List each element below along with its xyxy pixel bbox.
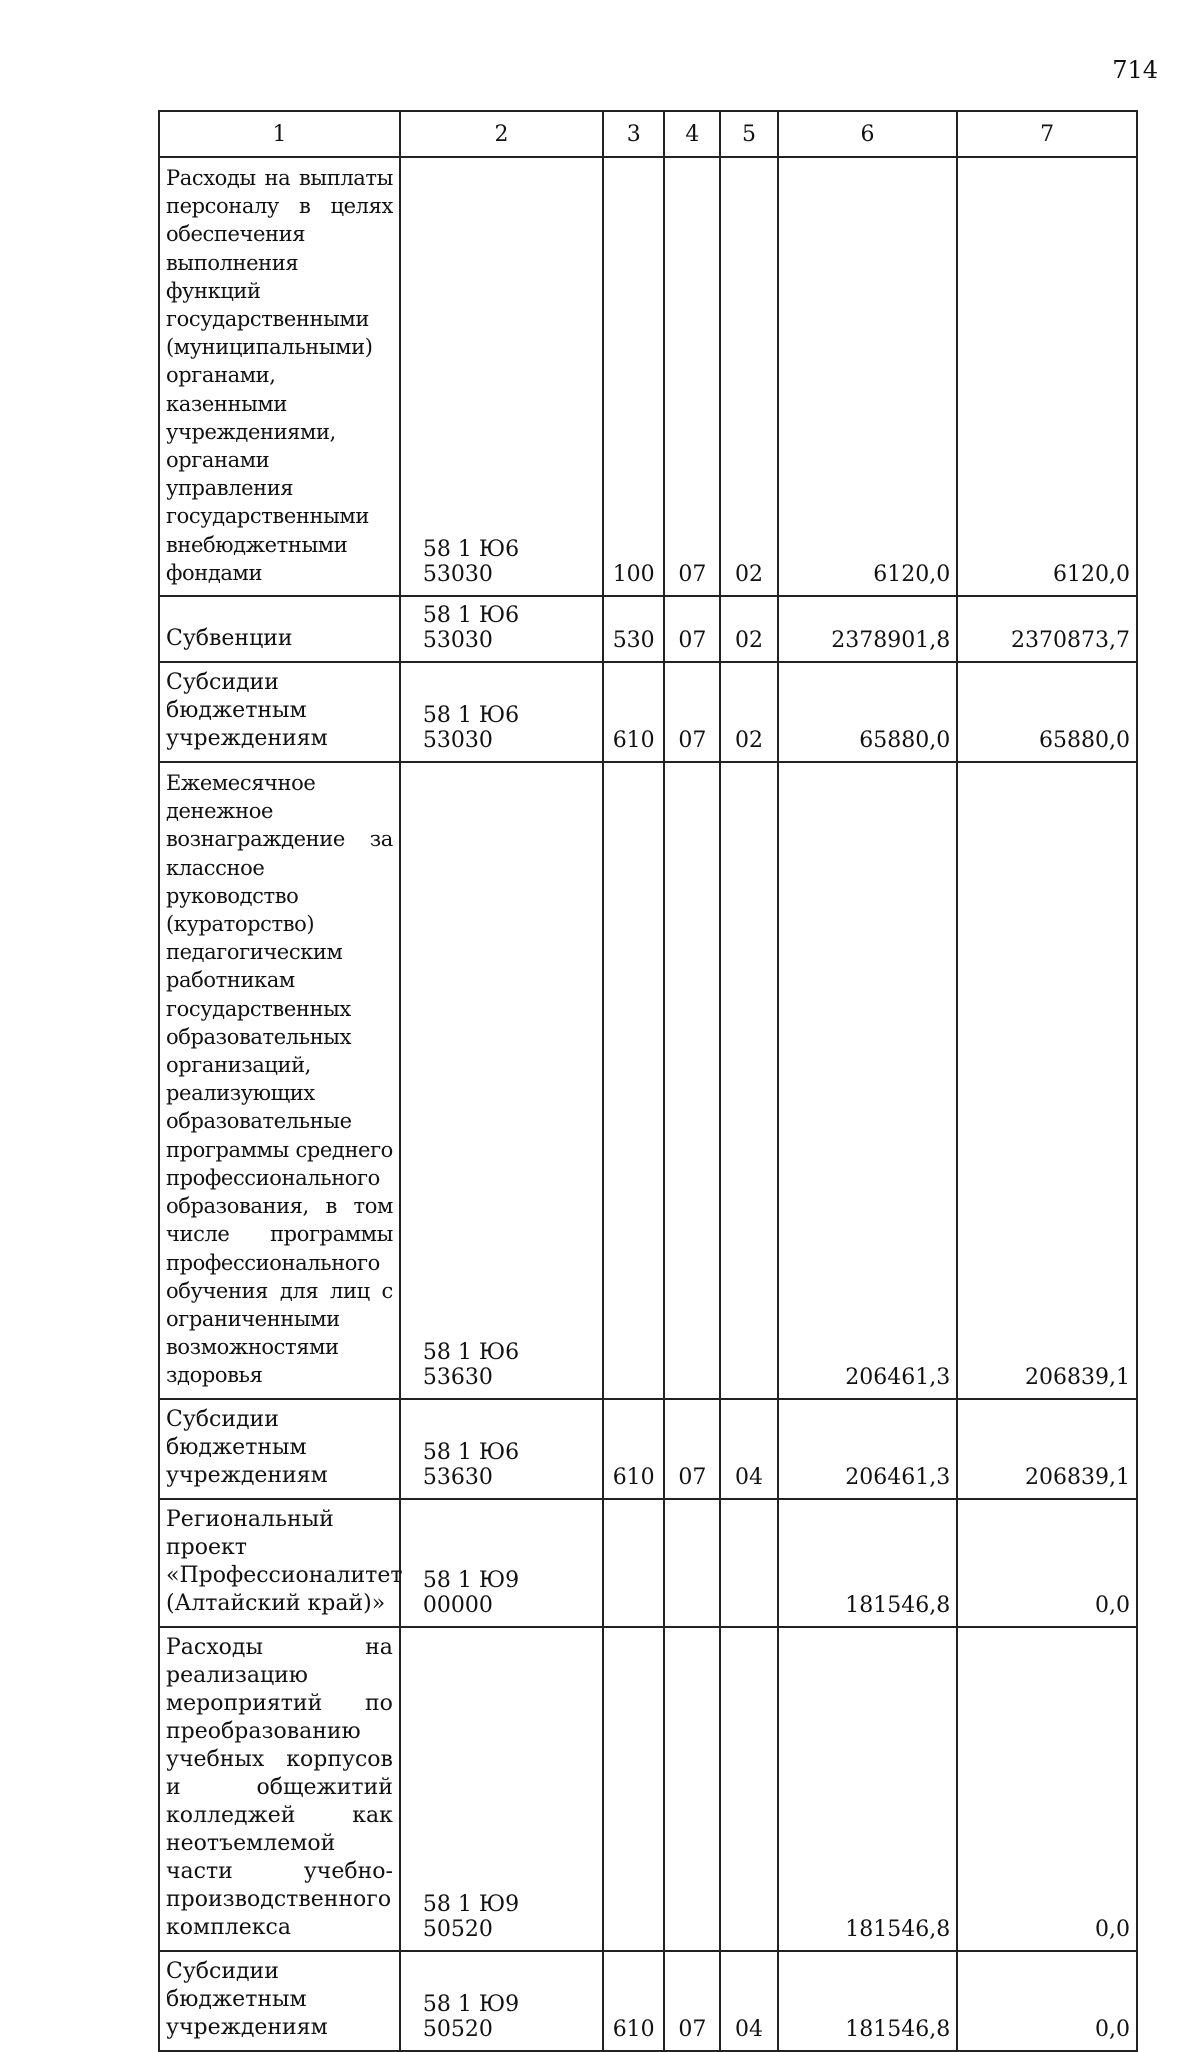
expense-type: [603, 1627, 664, 1951]
expense-name: Субсидии бюджетным учреждениям: [159, 662, 400, 762]
section: [664, 1627, 720, 1951]
table-row: [159, 596, 1137, 662]
table-row: [159, 1399, 1137, 1499]
expense-name: Региональный проект «Профессионалитет (Алтайский край)»: [159, 1499, 400, 1627]
section: 07: [664, 157, 720, 596]
subsection: [720, 1627, 777, 1951]
table-row: [159, 762, 1137, 1398]
amount-col7: 65880,0: [957, 662, 1137, 762]
column-header: 5: [720, 111, 777, 157]
table-row: [159, 157, 1137, 596]
target-code: 58 1 Ю6 53030: [400, 157, 603, 596]
header-row: [159, 111, 1137, 157]
table-row: [159, 1951, 1137, 2051]
section: 07: [664, 596, 720, 662]
table-row: [159, 662, 1137, 762]
subsection: 04: [720, 1399, 777, 1499]
expense-type: 610: [603, 1951, 664, 2051]
section: 07: [664, 1399, 720, 1499]
target-code: 58 1 Ю6 53630: [400, 762, 603, 1398]
column-header: 7: [957, 111, 1137, 157]
amount-col6: 2378901,8: [778, 596, 958, 662]
section: 07: [664, 662, 720, 762]
amount-col7: 0,0: [957, 1499, 1137, 1627]
column-header: 4: [664, 111, 720, 157]
target-code: 58 1 Ю6 53030: [400, 662, 603, 762]
amount-col7: 0,0: [957, 1627, 1137, 1951]
target-code: 58 1 Ю9 50520: [400, 1627, 603, 1951]
amount-col6: 181546,8: [778, 1499, 958, 1627]
column-header: 2: [400, 111, 603, 157]
section: [664, 762, 720, 1398]
subsection: [720, 762, 777, 1398]
expense-type: [603, 762, 664, 1398]
budget-table: [158, 110, 1138, 2052]
amount-col7: 2370873,7: [957, 596, 1137, 662]
expense-type: 610: [603, 662, 664, 762]
column-header: 6: [778, 111, 958, 157]
subsection: 02: [720, 157, 777, 596]
amount-col6: 65880,0: [778, 662, 958, 762]
amount-col6: 181546,8: [778, 1627, 958, 1951]
section: 07: [664, 1951, 720, 2051]
expense-name: Ежемесячное денежное вознаграждение за классное руководство (кураторство) педагогическим работникам государственных образовательных организаций, реализующих образовательные программы среднего профессионального образования, в том числе программы профессионального обучения для лиц с ограниченными возможностями здоровья: [159, 762, 400, 1398]
amount-col7: 0,0: [957, 1951, 1137, 2051]
column-header: 3: [603, 111, 664, 157]
amount-col7: 6120,0: [957, 157, 1137, 596]
amount-col6: 6120,0: [778, 157, 958, 596]
amount-col6: 181546,8: [778, 1951, 958, 2051]
amount-col6: 206461,3: [778, 762, 958, 1398]
subsection: 02: [720, 596, 777, 662]
expense-type: 100: [603, 157, 664, 596]
table-row: [159, 1499, 1137, 1627]
section: [664, 1499, 720, 1627]
expense-name: Субсидии бюджетным учреждениям: [159, 1399, 400, 1499]
target-code: 58 1 Ю9 00000: [400, 1499, 603, 1627]
subsection: [720, 1499, 777, 1627]
expense-type: 610: [603, 1399, 664, 1499]
expense-name: Расходы на выплаты персоналу в целях обеспечения выполнения функций государственными (муниципальными) органами, казенными учреждениями, органами управления государственными внебюджетными фондами: [159, 157, 400, 596]
expense-name: Субвенции: [159, 596, 400, 662]
subsection: 04: [720, 1951, 777, 2051]
page-number: 714: [1112, 56, 1158, 84]
expense-type: 530: [603, 596, 664, 662]
expense-type: [603, 1499, 664, 1627]
target-code: 58 1 Ю6 53630: [400, 1399, 603, 1499]
amount-col6: 206461,3: [778, 1399, 958, 1499]
expense-name: Субсидии бюджетным учреждениям: [159, 1951, 400, 2051]
amount-col7: 206839,1: [957, 1399, 1137, 1499]
subsection: 02: [720, 662, 777, 762]
column-header: 1: [159, 111, 400, 157]
target-code: 58 1 Ю9 50520: [400, 1951, 603, 2051]
table-row: [159, 1627, 1137, 1951]
target-code: 58 1 Ю6 53030: [400, 596, 603, 662]
expense-name: Расходы на реализацию мероприятий по преобразованию учебных корпусов и общежитий колледжей как неотъемлемой части учебно-производственного комплекса: [159, 1627, 400, 1951]
amount-col7: 206839,1: [957, 762, 1137, 1398]
